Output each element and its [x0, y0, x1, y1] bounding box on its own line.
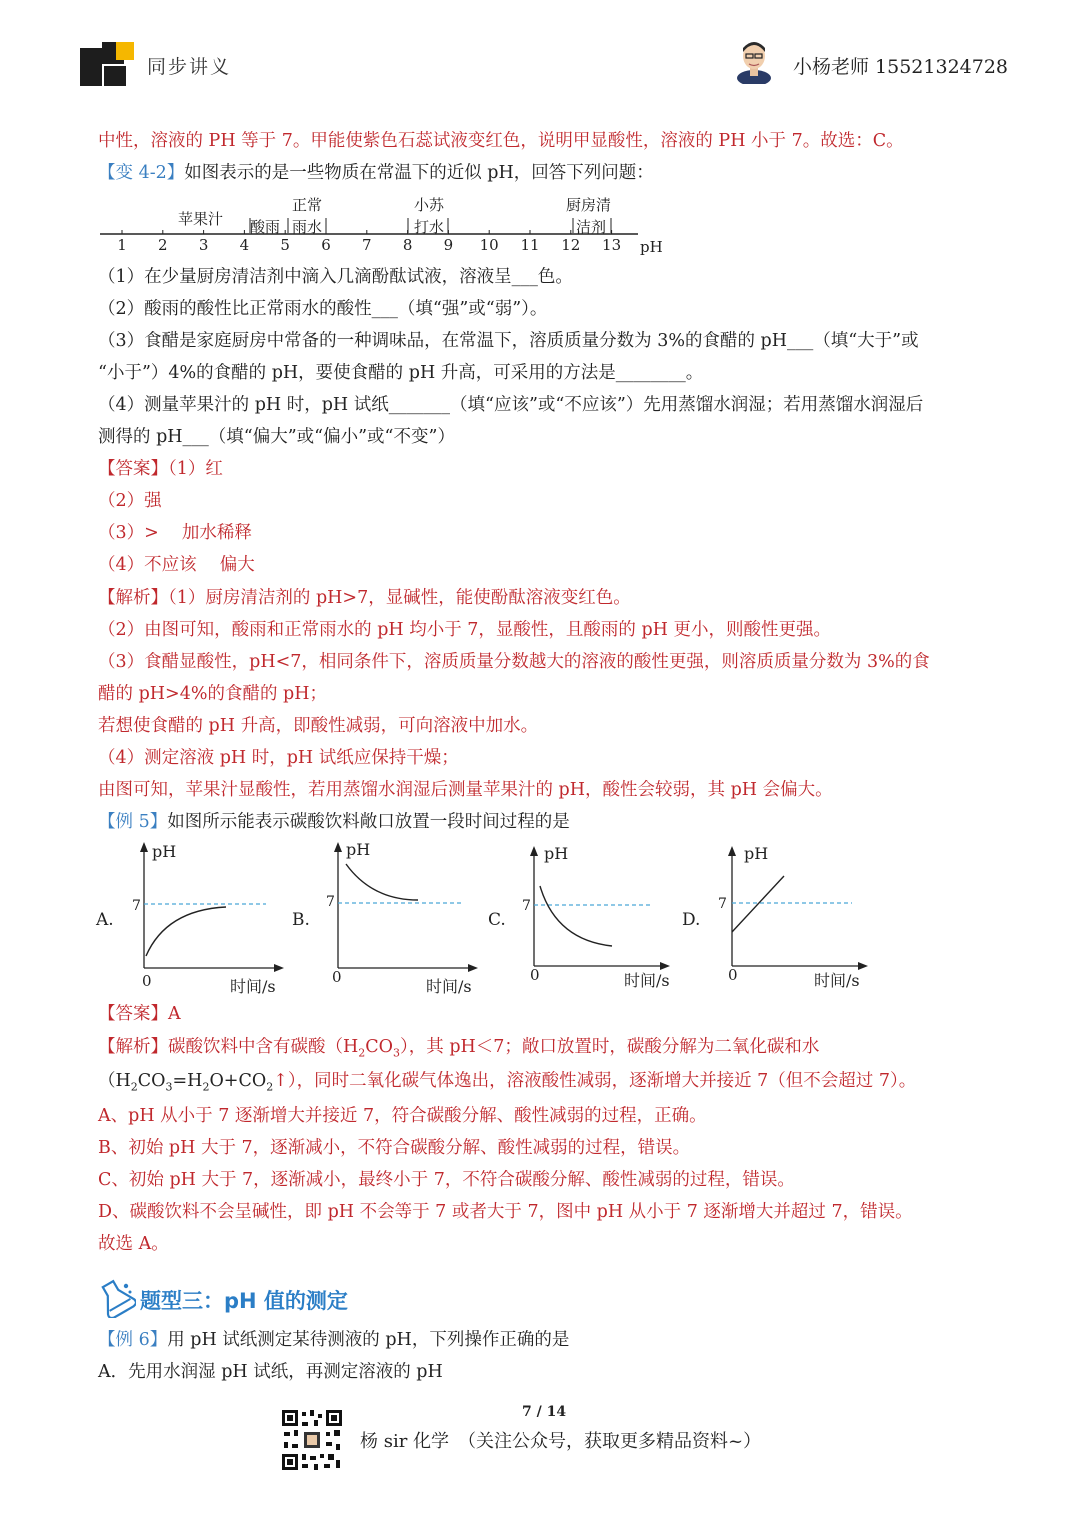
ph-scale-tick-label: 13 [602, 236, 622, 254]
graph-d-y-arrow [728, 846, 736, 856]
example-5-explanation-d: B、初始 pH 大于 7，逐渐减小，不符合碳酸分解、酸性减弱的过程，错误。 [98, 1138, 691, 1158]
header-title: 同步讲义 [147, 56, 232, 78]
variant-tag: 【变 4-2】 [98, 163, 185, 183]
example-6-option-a: A．先用水润湿 pH 试纸，再测定溶液的 pH [98, 1362, 443, 1382]
scale-label-soda-2: 打水 [414, 218, 445, 236]
graph-c-y-arrow [530, 846, 538, 856]
explanation-3c: 若想使食醋的 pH 升高，即酸性减弱，可向溶液中加水。 [98, 716, 539, 736]
answer-1-text: （1）红 [168, 459, 223, 479]
example-5-explanation-c: A、pH 从小于 7 逐渐增大并接近 7，符合碳酸分解、酸性减弱的过程，正确。 [98, 1106, 707, 1126]
graph-c-seven: 7 [522, 898, 531, 914]
example-5-answer [98, 1002, 181, 1026]
e5a-part-2: CO [365, 1037, 394, 1057]
ph-scale-tick-label: 2 [158, 236, 168, 254]
ph-scale-tick-label: 12 [561, 236, 581, 254]
e5a-part-3: ），其 pH＜7；敞口放置时，碳酸分解为二氧化碳和水 [400, 1037, 820, 1057]
ph-scale-tick-label: 5 [280, 236, 290, 254]
ph-scale-tick-label: 1 [117, 236, 127, 254]
graph-a-ylabel: pH [152, 842, 177, 861]
e5a-part-1: 碳酸饮料中含有碳酸（H [168, 1037, 359, 1057]
e5b-part-3: =H [172, 1071, 203, 1091]
graph-c-curve [540, 886, 612, 946]
e5b-part-5: ↑），同时二氧化碳气体逸出，溶液酸性减弱，逐渐增大并接近 7（但不会超过 7）。 [273, 1071, 917, 1091]
explanation-tag: 【解析】 [98, 588, 168, 608]
e5b-part-1: （H [98, 1071, 131, 1091]
ph-scale-tick-label: 9 [443, 236, 454, 254]
graph-d-xlabel: 时间/s [814, 971, 860, 990]
graph-a-seven: 7 [132, 898, 141, 914]
answer-4: （4）不应该 偏大 [98, 555, 255, 575]
example-5-explanation-b [98, 1069, 916, 1100]
graph-d-ylabel: pH [744, 844, 769, 863]
variant-4-2-title [98, 161, 654, 185]
graph-c [486, 840, 686, 1000]
example-5-explanation-f: D、碳酸饮料不会呈碱性，即 pH 不会等于 7 或者大于 7，图中 pH 从小于 7 逐渐增大并超过 7，错误。 [98, 1202, 913, 1222]
question-2: （2）酸雨的酸性比正常雨水的酸性___（填“强”或“弱”）。 [98, 299, 548, 319]
e5b-sub-4: 2 [266, 1080, 274, 1094]
answer-tag: 【答案】 [98, 459, 168, 479]
example-5-title [98, 810, 570, 834]
graph-b-origin: 0 [332, 968, 342, 986]
explanation-1-text: （1）厨房清洁剂的 pH>7，显碱性，能使酚酞溶液变红色。 [168, 588, 631, 608]
graph-a-y-arrow [140, 842, 148, 852]
graph-b-y-arrow [334, 842, 342, 852]
graph-b-xlabel: 时间/s [426, 977, 472, 996]
explanation-1 [98, 586, 631, 610]
question-3a: （3）食醋是家庭厨房中常备的一种调味品，在常温下，溶质质量分数为 3%的食醋的 pH___（填“大于”或 [98, 331, 919, 351]
explanation-4b: 由图可知，苹果汁显酸性，若用蒸馏水润湿后测量苹果汁的 pH，酸性会较弱，其 pH 会偏大。 [98, 780, 833, 800]
header-teacher: 小杨老师 15521324728 [793, 56, 1009, 78]
footer-text: 杨 sir 化学 （关注公众号，获取更多精品资料~） [360, 1431, 762, 1452]
ph-scale-tick-label: 11 [520, 236, 540, 254]
graph-a-origin: 0 [142, 972, 152, 990]
graph-b-seven: 7 [326, 894, 335, 910]
ph-scale-tick-label: 7 [362, 236, 372, 254]
graph-a-xlabel: 时间/s [230, 977, 276, 996]
graph-d-origin: 0 [728, 966, 738, 984]
example-6-title [98, 1328, 569, 1352]
page-number: 7 / 14 [522, 1404, 567, 1420]
e5a-sub-1: 2 [358, 1046, 366, 1060]
answer-3: （3）> 加水稀释 [98, 523, 252, 543]
scale-unit: pH [640, 238, 663, 256]
e5b-sub-1: 2 [130, 1080, 138, 1094]
ph-scale-tick-label: 10 [479, 236, 499, 254]
explanation-3b: 醋的 pH>4%的食醋的 pH； [98, 684, 327, 704]
graph-a-letter: A. [96, 910, 114, 930]
e5b-sub-2: 3 [165, 1080, 173, 1094]
example-5-explanation-tag: 【解析】 [98, 1037, 168, 1057]
graph-b-x-arrow [468, 964, 478, 972]
variant-question: 如图表示的是一些物质在常温下的近似 pH，回答下列问题： [184, 163, 654, 183]
flask-icon [96, 1278, 136, 1318]
ph-scale-tick-label: 6 [321, 236, 331, 254]
section-title: 题型三：pH 值的测定 [140, 1289, 348, 1313]
e5b-sub-3: 2 [202, 1080, 210, 1094]
question-4a: （4）测量苹果汁的 pH 时，pH 试纸_______（填“应该”或“不应该”）先用蒸馏水润湿；若用蒸馏水润湿后 [98, 395, 924, 415]
scale-label-normal-rain-2: 雨水 [292, 218, 323, 236]
example-5-question: 如图所示能表示碳酸饮料敞口放置一段时间过程的是 [167, 812, 570, 832]
scale-label-apple: 苹果汁 [178, 210, 224, 228]
example-5-explanation-g: 故选 A。 [98, 1234, 169, 1254]
ph-scale-tick-label: 8 [402, 236, 413, 254]
graph-c-ylabel: pH [544, 844, 569, 863]
teacher-avatar [734, 38, 774, 84]
graph-d-line [732, 876, 784, 932]
ph-scale-tick-label: 4 [239, 236, 250, 254]
scale-label-cleaner-2: 洁剂 [576, 218, 607, 236]
answer-1 [98, 457, 223, 481]
answer-2: （2）强 [98, 491, 162, 511]
graph-b-ylabel: pH [346, 840, 371, 859]
graph-b-curve [346, 864, 418, 900]
scale-label-normal-rain-1: 正常 [292, 196, 323, 214]
graph-d [680, 840, 880, 1000]
graph-b [292, 840, 492, 1000]
ph-scale-tick-label: 3 [198, 236, 209, 254]
scale-label-cleaner-1: 厨房清 [566, 196, 612, 214]
scale-label-acid-rain: 酸雨 [250, 218, 281, 236]
explanation-3a: （3）食醋显酸性，pH<7，相同条件下，溶质质量分数越大的溶液的酸性更强，则溶质质量分数为 3%的食 [98, 652, 930, 672]
prev-answer-line: 中性，溶液的 PH 等于 7。甲能使紫色石蕊试液变红色，说明甲显酸性，溶液的 PH 小于 7。故选：C。 [98, 131, 904, 151]
example-6-tag: 【例 6】 [98, 1330, 168, 1350]
qr-code [280, 1408, 344, 1472]
graph-d-seven: 7 [718, 896, 727, 912]
graph-d-letter: D. [682, 910, 701, 930]
example-5-answer-tag: 【答案】 [98, 1004, 168, 1024]
explanation-2: （2）由图可知，酸雨和正常雨水的 pH 均小于 7，显酸性，且酸雨的 pH 更小，则酸性更强。 [98, 620, 832, 640]
graph-b-letter: B. [292, 910, 310, 930]
logo [80, 42, 136, 88]
explanation-4a: （4）测定溶液 pH 时，pH 试纸应保持干燥； [98, 748, 459, 768]
example-5-answer-text: A [168, 1004, 181, 1024]
example-5-explanation-e: C、初始 pH 大于 7，逐渐减小，最终小于 7，不符合碳酸分解、酸性减弱的过程，错误。 [98, 1170, 795, 1190]
graph-a-x-arrow [274, 964, 284, 972]
question-4b: 测得的 pH___（填“偏大”或“偏小”或“不变”） [98, 427, 455, 447]
question-3b: “小于”）4%的食醋的 pH，要使食醋的 pH 升高，可采用的方法是________。 [98, 363, 704, 383]
graph-c-origin: 0 [530, 966, 540, 984]
example-5-explanation-a [98, 1035, 819, 1066]
graph-a [96, 840, 296, 1000]
graph-c-xlabel: 时间/s [624, 971, 670, 990]
graph-a-curve [146, 907, 226, 956]
e5a-sub-2: 3 [393, 1046, 401, 1060]
scale-label-soda-1: 小苏 [414, 196, 445, 214]
example-5-tag: 【例 5】 [98, 812, 168, 832]
e5b-part-2: CO [137, 1071, 166, 1091]
example-6-question: 用 pH 试纸测定某待测液的 pH，下列操作正确的是 [167, 1330, 570, 1350]
question-1: （1）在少量厨房清洁剂中滴入几滴酚酞试液，溶液呈___色。 [98, 267, 573, 287]
e5b-part-4: O+CO [209, 1071, 267, 1091]
ph-scale-figure [98, 190, 678, 260]
graph-c-letter: C. [488, 910, 506, 930]
